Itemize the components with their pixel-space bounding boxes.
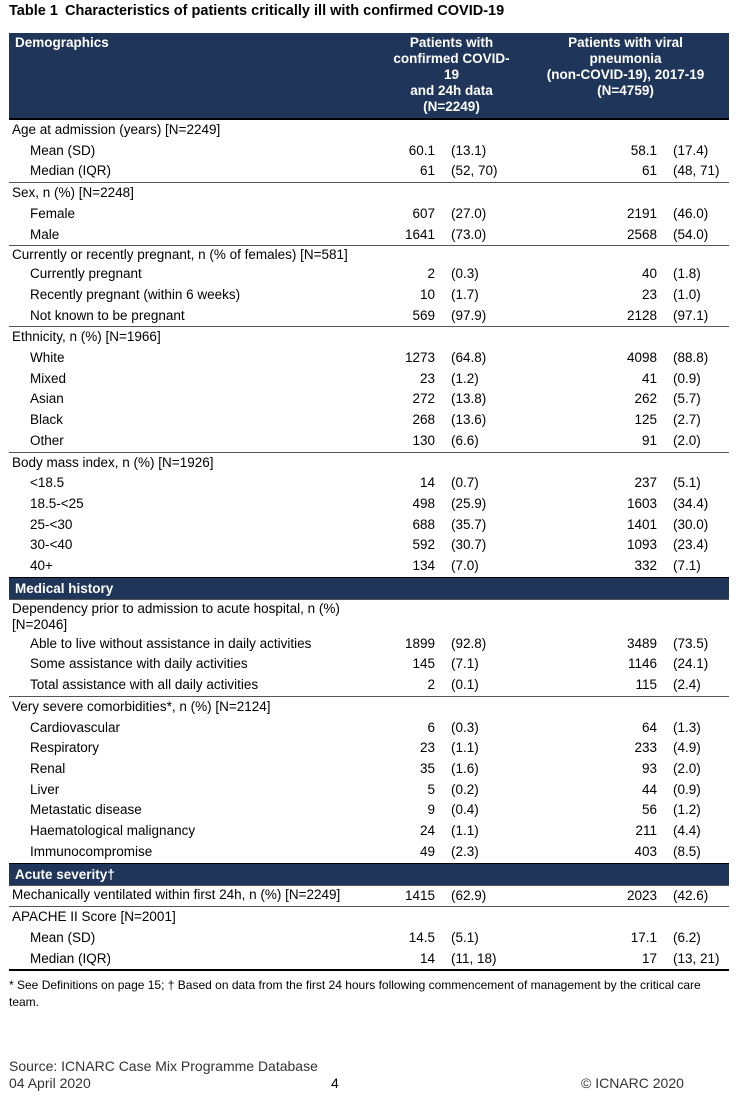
- section-header-row: [9, 863, 729, 885]
- pneumonia-value: 332: [634, 558, 657, 574]
- table-row: [9, 431, 729, 452]
- covid-percent: (62.9): [437, 885, 522, 907]
- row-label: Immunocompromise: [30, 843, 153, 859]
- covid-percent: (0.7): [451, 475, 479, 491]
- table-row: [9, 675, 729, 696]
- table-row: [9, 141, 729, 162]
- table-row: [9, 738, 729, 759]
- pneumonia-percent: (13, 21): [659, 949, 729, 971]
- covid-percent: (7.0): [451, 558, 479, 574]
- row-label: Total assistance with all daily activities: [30, 677, 259, 693]
- pneumonia-percent: (4.9): [673, 740, 701, 756]
- pneumonia-percent: (2.0): [673, 432, 701, 448]
- pneumonia-percent: (2.7): [673, 412, 701, 428]
- row-label: Able to live without assistance in daily activities: [30, 635, 312, 651]
- covid-percent: (27.0): [451, 205, 487, 221]
- group-label: APACHE II Score [N=2001]: [9, 907, 729, 928]
- covid-value: 35: [419, 760, 435, 776]
- header-demographics: Demographics: [9, 33, 381, 119]
- table-row: [9, 161, 729, 182]
- pneumonia-percent: (73.5): [673, 635, 709, 651]
- pneumonia-value: 4098: [626, 350, 657, 366]
- row-label: Liver: [30, 781, 60, 797]
- footnote: * See Definitions on page 15; † Based on data from the first 24 hours following commencement of management by the critical care team.: [9, 978, 701, 1009]
- group-label: Ethnicity, n (%) [N=1966]: [9, 327, 729, 348]
- table-row: [9, 842, 729, 863]
- row-label: 18.5-<25: [30, 495, 84, 511]
- source-text: Source: ICNARC Case Mix Programme Database: [9, 1058, 318, 1074]
- empty-cell: [381, 599, 729, 634]
- group-label: Very severe comorbidities*, n (%) [N=2124]: [9, 696, 729, 717]
- row-label: 40+: [30, 558, 53, 574]
- pneumonia-percent: (97.1): [673, 307, 709, 323]
- header-line: (non-COVID-19), 2017-19: [546, 67, 705, 82]
- covid-value: 1641: [404, 226, 435, 242]
- row-label: Mean (SD): [30, 142, 96, 158]
- pneumonia-value: 1401: [626, 516, 657, 532]
- group-label: Currently or recently pregnant, n (% of females) [N=581]: [9, 246, 381, 265]
- date-text: 04 April 2020: [9, 1075, 91, 1091]
- pneumonia-value: 17.1: [630, 929, 657, 945]
- pneumonia-value: 3489: [626, 635, 657, 651]
- group-header-row: [9, 183, 729, 204]
- pneumonia-percent: (54.0): [673, 226, 709, 242]
- group-header-row: [9, 327, 729, 348]
- table-header-row: [9, 33, 729, 119]
- covid-percent: (13.8): [451, 391, 487, 407]
- header-line: Patients with viral: [568, 35, 683, 50]
- covid-value: 1273: [404, 350, 435, 366]
- pneumonia-percent: (4.4): [673, 823, 701, 839]
- covid-value: 1899: [404, 635, 435, 651]
- row-label: <18.5: [30, 475, 65, 491]
- pneumonia-value: 44: [641, 781, 657, 797]
- row-label: Male: [30, 226, 60, 242]
- table-row: [9, 780, 729, 801]
- covid-value: 2: [427, 266, 435, 282]
- group-header-row: [9, 119, 729, 141]
- row-label: Median (IQR): [30, 163, 112, 179]
- pneumonia-percent: (1.2): [673, 802, 701, 818]
- table-number: Table 1: [9, 3, 58, 19]
- covid-value: 134: [412, 558, 435, 574]
- covid-value: 268: [412, 412, 435, 428]
- header-line: and 24h data: [410, 83, 493, 98]
- pneumonia-value: 40: [641, 266, 657, 282]
- pneumonia-value: 2128: [626, 307, 657, 323]
- header-line: confirmed COVID-19: [393, 51, 510, 82]
- row-label: Other: [30, 432, 64, 448]
- covid-value: 14: [381, 949, 437, 971]
- pneumonia-value: 233: [634, 740, 657, 756]
- covid-value: 569: [412, 307, 435, 323]
- pneumonia-percent: (1.3): [673, 719, 701, 735]
- table-row: [9, 634, 729, 655]
- table-row: [9, 535, 729, 556]
- covid-percent: (0.1): [451, 677, 479, 693]
- row-label: Renal: [30, 760, 66, 776]
- table-row: [9, 225, 729, 246]
- row-label: Recently pregnant (within 6 weeks): [30, 286, 241, 302]
- covid-percent: (64.8): [451, 350, 487, 366]
- pneumonia-value: 1603: [626, 495, 657, 511]
- covid-value: 498: [412, 495, 435, 511]
- covid-value: 130: [412, 432, 435, 448]
- group-header-row: [9, 452, 729, 473]
- pneumonia-value: 211: [635, 823, 657, 839]
- pneumonia-percent: (48, 71): [673, 163, 720, 179]
- covid-percent: (1.2): [451, 370, 479, 386]
- row-label: Not known to be pregnant: [30, 307, 185, 323]
- pneumonia-value: 23: [641, 286, 657, 302]
- table-title-text: Characteristics of patients critically ill with confirmed COVID-19: [65, 3, 505, 19]
- pneumonia-value: 262: [634, 391, 657, 407]
- pneumonia-percent: (5.7): [673, 391, 701, 407]
- pneumonia-value: 1093: [626, 537, 657, 553]
- table-row: [9, 306, 729, 327]
- covid-percent: (0.3): [451, 719, 479, 735]
- header-line: Patients with: [409, 35, 494, 50]
- row-label: 25-<30: [30, 516, 73, 532]
- row-label: Mechanically ventilated within first 24h, n (%) [N=2249]: [9, 885, 381, 907]
- row-label: Cardiovascular: [30, 719, 121, 735]
- covid-percent: (1.6): [451, 760, 479, 776]
- copyright-text: © ICNARC 2020: [581, 1075, 684, 1091]
- table-row: [9, 949, 729, 971]
- covid-value: 592: [412, 537, 435, 553]
- header-viral-pneumonia-column: [522, 33, 729, 119]
- table-row: [9, 759, 729, 780]
- pneumonia-percent: (34.4): [673, 495, 709, 511]
- page-number: 4: [331, 1075, 339, 1091]
- covid-percent: (73.0): [451, 226, 487, 242]
- row-label: Median (IQR): [9, 949, 381, 971]
- group-value-row: [9, 885, 729, 907]
- pneumonia-percent: (17.4): [673, 142, 709, 158]
- covid-value: 6: [427, 719, 435, 735]
- table-row: [9, 821, 729, 842]
- covid-percent: (52, 70): [451, 163, 498, 179]
- group-header-row: [9, 907, 729, 928]
- covid-percent: (13.6): [451, 412, 487, 428]
- pneumonia-percent: (5.1): [673, 475, 701, 491]
- covid-value: 272: [412, 391, 435, 407]
- table-row: [9, 654, 729, 675]
- pneumonia-percent: (2.0): [673, 760, 701, 776]
- covid-value: 145: [412, 656, 435, 672]
- section-header: Medical history: [9, 577, 729, 599]
- table-row: [9, 369, 729, 390]
- covid-percent: (6.6): [451, 432, 479, 448]
- pneumonia-value: 2191: [626, 205, 657, 221]
- group-label: Sex, n (%) [N=2248]: [9, 183, 729, 204]
- row-label: Some assistance with daily activities: [30, 656, 248, 672]
- group-header-row: [9, 246, 729, 265]
- pneumonia-value: 93: [641, 760, 657, 776]
- covid-percent: (1.7): [451, 286, 479, 302]
- covid-value: 2: [427, 677, 435, 693]
- pneumonia-value: 17: [522, 949, 659, 971]
- covid-value: 61: [419, 163, 435, 179]
- pneumonia-percent: (8.5): [673, 843, 701, 859]
- table-row: [9, 264, 729, 285]
- header-covid-column: [381, 33, 522, 119]
- pneumonia-value: 64: [641, 719, 657, 735]
- covid-percent: (97.9): [451, 307, 487, 323]
- empty-cell: [381, 246, 729, 265]
- row-label: Mean (SD): [30, 929, 96, 945]
- characteristics-table: [9, 33, 729, 971]
- table-row: [9, 389, 729, 410]
- pneumonia-percent: (46.0): [673, 205, 709, 221]
- table-row: [9, 410, 729, 431]
- pneumonia-value: 58.1: [630, 142, 657, 158]
- covid-percent: (1.1): [451, 740, 479, 756]
- covid-value: 10: [419, 286, 435, 302]
- covid-percent: (92.8): [451, 635, 487, 651]
- pneumonia-value: 41: [641, 370, 657, 386]
- covid-percent: (35.7): [451, 516, 487, 532]
- table-row: [9, 204, 729, 225]
- covid-value: 23: [419, 740, 435, 756]
- group-label: Age at admission (years) [N=2249]: [9, 119, 729, 141]
- covid-value: 14.5: [408, 929, 435, 945]
- covid-value: 607: [412, 205, 435, 221]
- table-row: [9, 515, 729, 536]
- covid-value: 49: [419, 843, 435, 859]
- pneumonia-percent: (42.6): [659, 885, 729, 907]
- covid-percent: (5.1): [451, 929, 479, 945]
- covid-value: 23: [419, 370, 435, 386]
- covid-value: 14: [419, 475, 435, 491]
- row-label: 30-<40: [30, 537, 73, 553]
- covid-value: 688: [412, 516, 435, 532]
- pneumonia-percent: (0.9): [673, 370, 701, 386]
- table-row: [9, 718, 729, 739]
- row-label: Currently pregnant: [30, 266, 142, 282]
- row-label: Female: [30, 205, 76, 221]
- covid-percent: (0.4): [451, 802, 479, 818]
- covid-value: 1415: [381, 885, 437, 907]
- covid-value: 24: [419, 823, 435, 839]
- covid-value: 5: [427, 781, 435, 797]
- covid-percent: (13.1): [451, 142, 487, 158]
- pneumonia-percent: (6.2): [673, 929, 701, 945]
- header-line: (N=4759): [597, 83, 654, 98]
- covid-percent: (0.2): [451, 781, 479, 797]
- row-label: White: [30, 350, 65, 366]
- table-row: [9, 494, 729, 515]
- covid-percent: (25.9): [451, 495, 487, 511]
- covid-percent: (0.3): [451, 266, 479, 282]
- table-body: [9, 119, 729, 970]
- table-row: [9, 285, 729, 306]
- group-label: Body mass index, n (%) [N=1926]: [9, 452, 729, 473]
- page-footer: [9, 1058, 709, 1092]
- group-header-row: [9, 696, 729, 717]
- row-label: Black: [30, 412, 64, 428]
- row-label: Asian: [30, 391, 64, 407]
- pneumonia-percent: (1.8): [673, 266, 701, 282]
- row-label: Haematological malignancy: [30, 823, 196, 839]
- table-row: [9, 800, 729, 821]
- pneumonia-percent: (7.1): [673, 558, 701, 574]
- pneumonia-percent: (24.1): [673, 656, 709, 672]
- section-header: Acute severity†: [9, 863, 729, 885]
- pneumonia-value: 91: [641, 432, 657, 448]
- pneumonia-percent: (0.9): [673, 781, 701, 797]
- pneumonia-value: 2568: [626, 226, 657, 242]
- pneumonia-value: 2023: [522, 885, 659, 907]
- pneumonia-value: 403: [634, 843, 657, 859]
- covid-value: 9: [427, 802, 435, 818]
- group-header-row: [9, 599, 729, 634]
- table-row: [9, 473, 729, 494]
- pneumonia-percent: (23.4): [673, 537, 709, 553]
- pneumonia-value: 1146: [627, 656, 657, 672]
- header-line: pneumonia: [589, 51, 662, 66]
- covid-percent: (7.1): [451, 656, 479, 672]
- covid-percent: (1.1): [451, 823, 479, 839]
- covid-percent: (2.3): [451, 843, 479, 859]
- pneumonia-value: 237: [634, 475, 657, 491]
- covid-value: 60.1: [408, 142, 435, 158]
- pneumonia-percent: (1.0): [673, 286, 701, 302]
- table-row: [9, 348, 729, 369]
- group-label: Dependency prior to admission to acute hospital, n (%) [N=2046]: [9, 599, 381, 634]
- table-row: [9, 928, 729, 949]
- row-label: Mixed: [30, 370, 67, 386]
- pneumonia-value: 61: [641, 163, 657, 179]
- covid-percent: (11, 18): [437, 949, 522, 971]
- row-label: Respiratory: [30, 740, 100, 756]
- pneumonia-value: 115: [635, 677, 657, 693]
- table-title: [9, 3, 504, 19]
- header-line: (N=2249): [423, 99, 480, 114]
- covid-percent: (30.7): [451, 537, 487, 553]
- section-header-row: [9, 577, 729, 599]
- pneumonia-percent: (30.0): [673, 516, 709, 532]
- pneumonia-percent: (88.8): [673, 350, 709, 366]
- pneumonia-value: 56: [641, 802, 657, 818]
- table-row: [9, 556, 729, 577]
- pneumonia-percent: (2.4): [673, 677, 701, 693]
- pneumonia-value: 125: [634, 412, 657, 428]
- row-label: Metastatic disease: [30, 802, 142, 818]
